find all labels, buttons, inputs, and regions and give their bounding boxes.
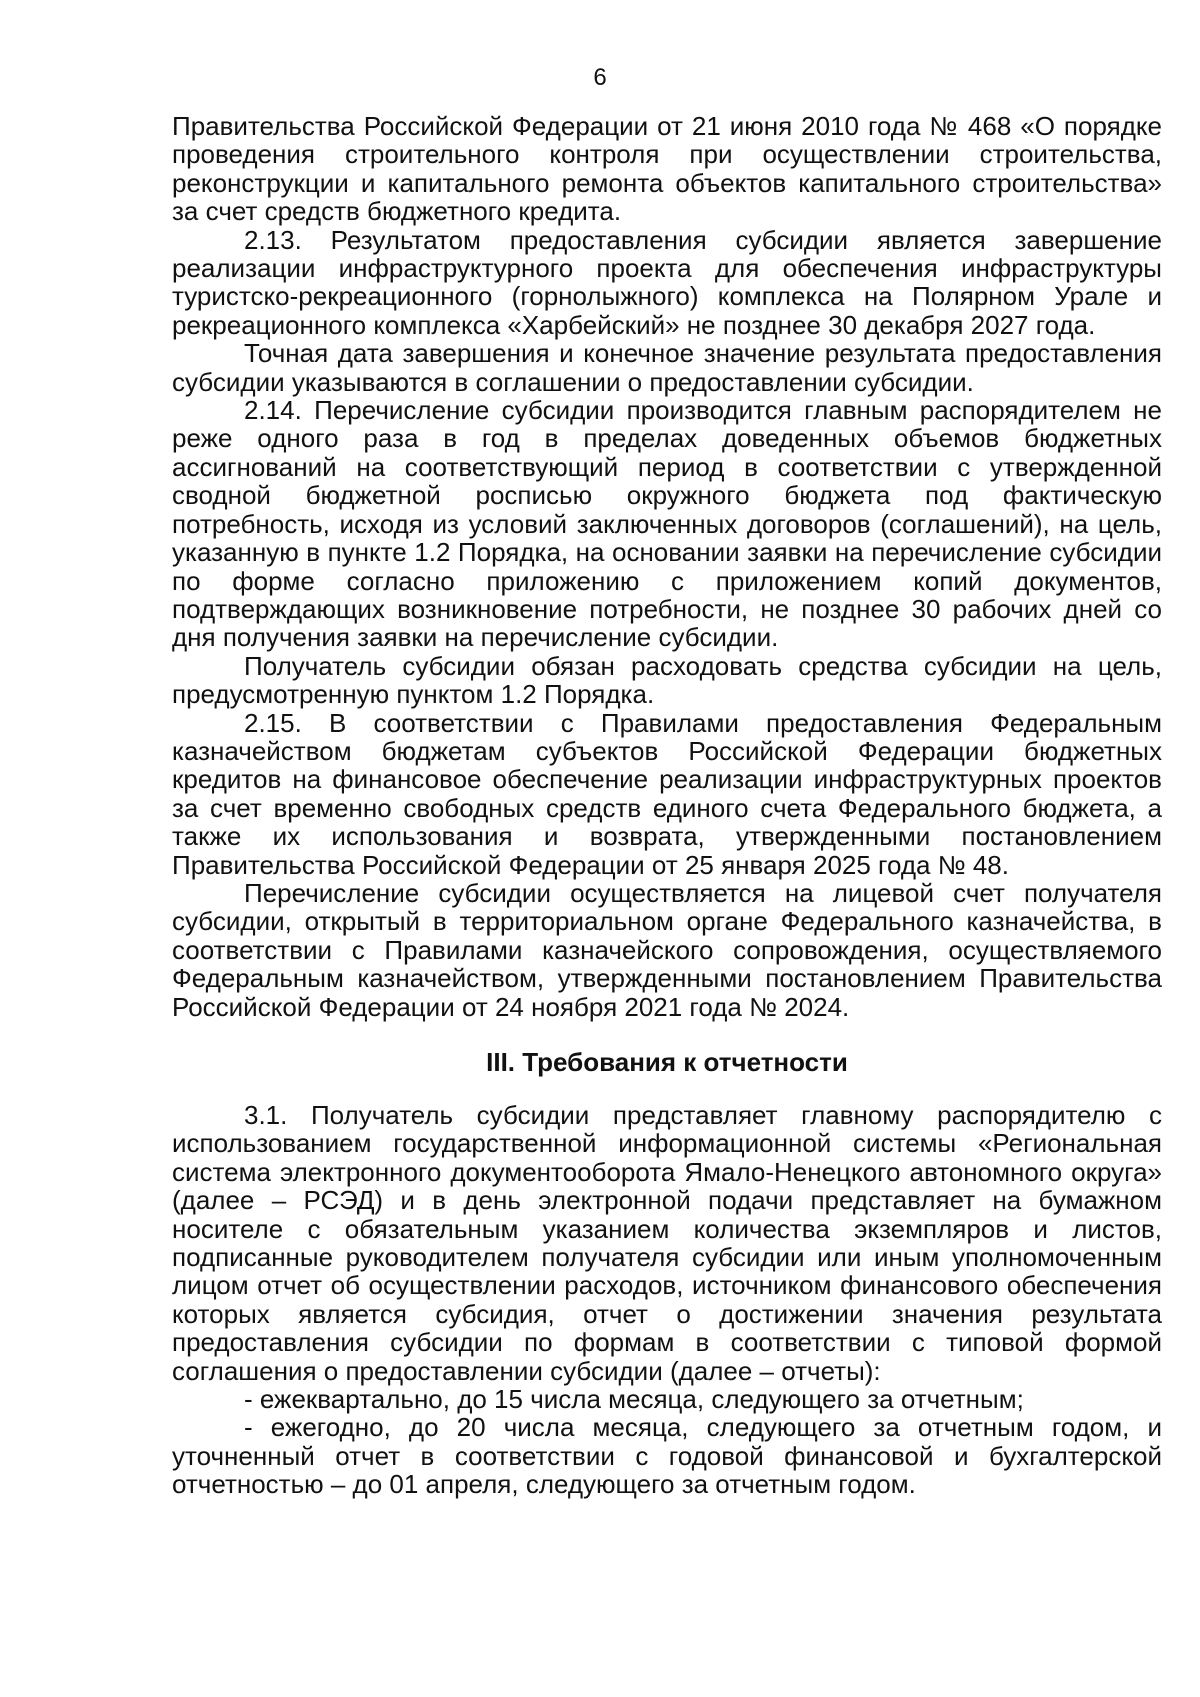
- paragraph-transfer-account: Перечисление субсидии осуществляется на лицевой счет получателя субсидии, открытый в территориальном органе Федерального казначейства, в соответствии с Правилами казначейского сопровождения, осуществляемого Федеральным казначейством, утвержденными постановлением Правительства Российской Федерации от 24 ноября 2021 года № 2024.: [172, 877, 1162, 1022]
- paragraph-recipient-obligation: Получатель субсидии обязан расходовать средства субсидии на цель, предусмотренную пунктом 1.2 Порядка.: [172, 650, 1162, 710]
- page-number: 6: [593, 64, 607, 91]
- paragraph-3-1: 3.1. Получатель субсидии представляет главному распорядителю с использованием государственной информационной системы «Региональная система электронного документооборота Ямало-Ненецкого автономного округа» (далее – РСЭД) и в день электронной подачи представляет на бумажном носителе с обязательным указанием количества экземпляров и листов, подписанные руководителем получателя субсидии или иным уполномоченным лицом отчет об осуществлении расходов, источником финансового обеспечения которых является субсидия, отчет о достижении значения результата предоставления субсидии по формам в соответствии с типовой формой соглашения о предоставлении субсидии (далее – отчеты):: [172, 1100, 1162, 1386]
- paragraph-2-14: 2.14. Перечисление субсидии производится главным распорядителем не реже одного раза в год в пределах доведенных объемов бюджетных ассигнований на соответствующий период в соответствии с утвержденной сводной бюджетной росписью окружного бюджета под фактическую потребность, исходя из условий заключенных договоров (соглашений), на цель, указанную в пункте 1.2 Порядка, на основании заявки на перечисление субсидии по форме согласно приложению с приложением копий документов, подтверждающих возникновение потребности, не позднее 30 рабочих дней со дня получения заявки на перечисление субсидии.: [172, 395, 1162, 653]
- paragraph-2-15: 2.15. В соответствии с Правилами предоставления Федеральным казначейством бюджетам субъектов Российской Федерации бюджетных кредитов на финансовое обеспечение реализации инфраструктурных проектов за счет временно свободных средств единого счета Федерального бюджета, а также их использования и возврата, утвержденными постановлением Правительства Российской Федерации от 25 января 2025 года № 48.: [172, 707, 1162, 880]
- paragraph-completion-date: Точная дата завершения и конечное значение результата предоставления субсидии указываются в соглашении о предоставлении субсидии.: [172, 338, 1162, 397]
- paragraph-2-13: 2.13. Результатом предоставления субсидии является завершение реализации инфраструктурного проекта для обеспечения инфраструктуры туристско-рекреационного (горнолыжного) комплекса на Полярном Урале и рекреационного комплекса «Харбейский» не позднее 30 декабря 2027 года.: [172, 224, 1162, 340]
- section-title: III. Требования к отчетности: [486, 1047, 848, 1077]
- list-item-quarterly: - ежеквартально, до 15 числа месяца, следующего за отчетным;: [244, 1384, 1024, 1415]
- list-item-annually: - ежегодно, до 20 числа месяца, следующего за отчетным годом, и уточненный отчет в соответствии с годовой финансовой и бухгалтерской отчетностью – до 01 апреля, следующего за отчетным годом.: [172, 1412, 1162, 1500]
- paragraph-continuation: Правительства Российской Федерации от 21 июня 2010 года № 468 «О порядке проведения строительного контроля при осуществлении строительства, реконструкции и капитального ремонта объектов капитального строительства» за счет средств бюджетного кредита.: [172, 111, 1162, 227]
- document-body: [172, 112, 1162, 1499]
